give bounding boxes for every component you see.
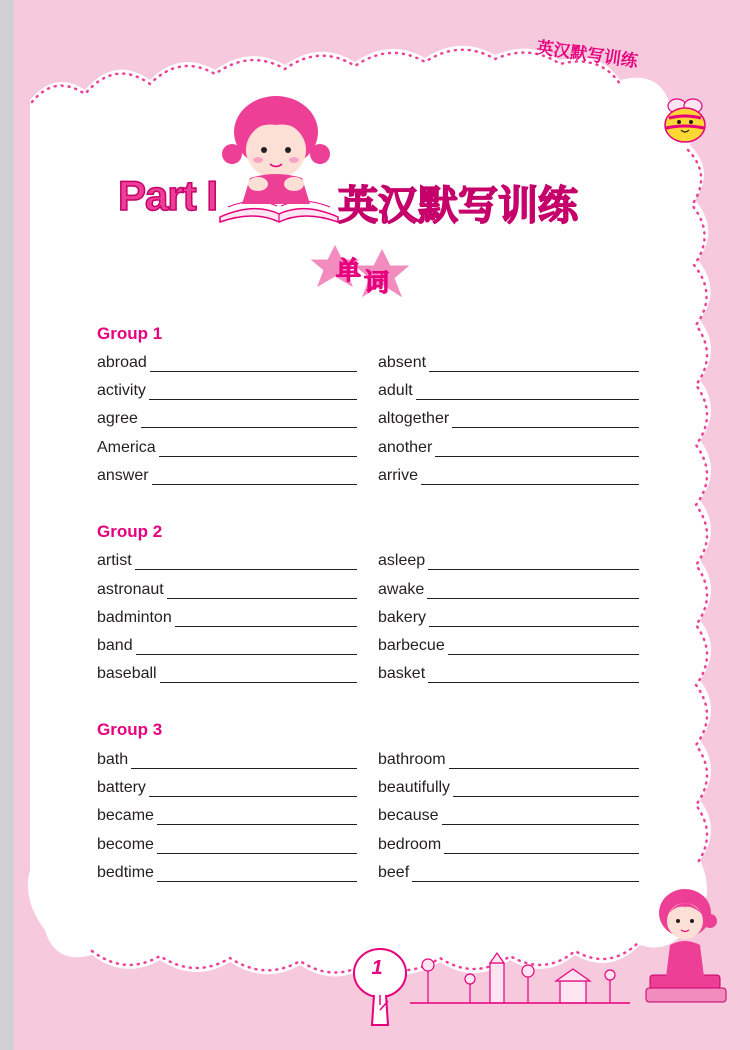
answer-blank[interactable] — [159, 442, 357, 457]
word-blank-item[interactable] — [378, 633, 639, 655]
answer-blank[interactable] — [141, 413, 357, 428]
answer-blank[interactable] — [416, 385, 639, 400]
word-blank-item[interactable] — [378, 548, 639, 570]
word-blank-item[interactable] — [378, 350, 639, 372]
word-label: baseball — [97, 665, 157, 682]
word-blank-item[interactable] — [97, 548, 357, 570]
part-label: Part I — [118, 172, 218, 219]
word-label: activity — [97, 382, 146, 399]
answer-blank[interactable] — [428, 555, 639, 570]
girl-on-books-illustration — [630, 885, 740, 1010]
word-label: beef — [378, 864, 410, 881]
word-label: band — [97, 637, 133, 654]
word-label: became — [97, 807, 154, 824]
word-label: arrive — [378, 467, 419, 484]
word-label: answer — [97, 467, 149, 484]
answer-blank[interactable] — [428, 668, 639, 683]
word-label: badminton — [97, 609, 172, 626]
answer-blank[interactable] — [412, 867, 639, 882]
answer-blank[interactable] — [135, 555, 357, 570]
word-label: artist — [97, 552, 132, 569]
word-blank-item[interactable] — [378, 378, 639, 400]
word-label: become — [97, 836, 154, 853]
title-chinese: 英汉默写训练 — [338, 183, 578, 229]
answer-blank[interactable] — [157, 867, 357, 882]
answer-blank[interactable] — [157, 810, 357, 825]
word-label: altogether — [378, 410, 450, 427]
badge-char: 词 — [364, 268, 390, 297]
word-blank-item[interactable] — [97, 633, 357, 655]
answer-blank[interactable] — [452, 413, 639, 428]
badge-char: 单 — [336, 256, 362, 285]
word-label: bath — [97, 751, 129, 768]
answer-blank[interactable] — [453, 782, 639, 797]
word-blank-item[interactable] — [378, 803, 639, 825]
answer-blank[interactable] — [429, 612, 639, 627]
word-blank-item[interactable] — [378, 860, 639, 882]
answer-blank[interactable] — [152, 470, 357, 485]
word-blank-item[interactable] — [97, 463, 357, 485]
word-blank-item[interactable] — [97, 406, 357, 428]
word-label: agree — [97, 410, 138, 427]
answer-blank[interactable] — [444, 839, 639, 854]
answer-blank[interactable] — [167, 584, 357, 599]
word-label: astronaut — [97, 581, 164, 598]
badge-label — [336, 255, 416, 295]
answer-blank[interactable] — [421, 470, 639, 485]
answer-blank[interactable] — [175, 612, 357, 627]
answer-blank[interactable] — [448, 640, 639, 655]
answer-blank[interactable] — [427, 584, 639, 599]
word-blank-item[interactable] — [97, 378, 357, 400]
answer-blank[interactable] — [131, 754, 357, 769]
title-row — [118, 172, 638, 232]
word-blank-item[interactable] — [97, 661, 357, 683]
answer-blank[interactable] — [149, 782, 357, 797]
answer-blank[interactable] — [157, 839, 357, 854]
word-blank-item[interactable] — [97, 350, 357, 372]
word-blank-item[interactable] — [97, 775, 357, 797]
word-blank-item[interactable] — [378, 577, 639, 599]
page-edge-stripe — [0, 0, 14, 1050]
word-label: awake — [378, 581, 425, 598]
word-label: America — [97, 439, 156, 456]
answer-blank[interactable] — [449, 754, 639, 769]
answer-blank[interactable] — [160, 668, 357, 683]
word-blank-item[interactable] — [378, 406, 639, 428]
word-label: battery — [97, 779, 146, 796]
group-title: Group 1 — [97, 324, 163, 343]
word-blank-item[interactable] — [97, 577, 357, 599]
word-blank-item[interactable] — [378, 463, 639, 485]
word-blank-item[interactable] — [97, 435, 357, 457]
word-blank-item[interactable] — [378, 605, 639, 627]
word-blank-item[interactable] — [378, 435, 639, 457]
word-label: bathroom — [378, 751, 446, 768]
page-number: 1 — [371, 957, 383, 979]
running-head: 英汉默写训练 — [535, 38, 640, 73]
answer-blank[interactable] — [150, 357, 357, 372]
word-blank-item[interactable] — [97, 605, 357, 627]
bee-icon — [655, 92, 715, 152]
word-blank-item[interactable] — [378, 832, 639, 854]
word-blank-item[interactable] — [97, 747, 357, 769]
word-label: bedtime — [97, 864, 154, 881]
word-label: because — [378, 807, 439, 824]
word-label: bakery — [378, 609, 427, 626]
word-blank-item[interactable] — [97, 803, 357, 825]
word-blank-item[interactable] — [378, 747, 639, 769]
word-blank-item[interactable] — [97, 832, 357, 854]
answer-blank[interactable] — [435, 442, 639, 457]
answer-blank[interactable] — [442, 810, 640, 825]
word-blank-item[interactable] — [378, 661, 639, 683]
group-title: Group 3 — [97, 720, 163, 739]
group-title: Group 2 — [97, 522, 163, 541]
word-label: beautifully — [378, 779, 451, 796]
word-label: basket — [378, 665, 426, 682]
word-label: abroad — [97, 354, 147, 371]
word-label: another — [378, 439, 433, 456]
word-blank-item[interactable] — [378, 775, 639, 797]
word-label: asleep — [378, 552, 426, 569]
word-blank-item[interactable] — [97, 860, 357, 882]
word-label: barbecue — [378, 637, 445, 654]
answer-blank[interactable] — [149, 385, 357, 400]
word-label: absent — [378, 354, 427, 371]
answer-blank[interactable] — [429, 357, 639, 372]
answer-blank[interactable] — [136, 640, 357, 655]
word-label: adult — [378, 382, 413, 399]
flowers-houses-decoration — [410, 945, 630, 1010]
word-label: bedroom — [378, 836, 442, 853]
